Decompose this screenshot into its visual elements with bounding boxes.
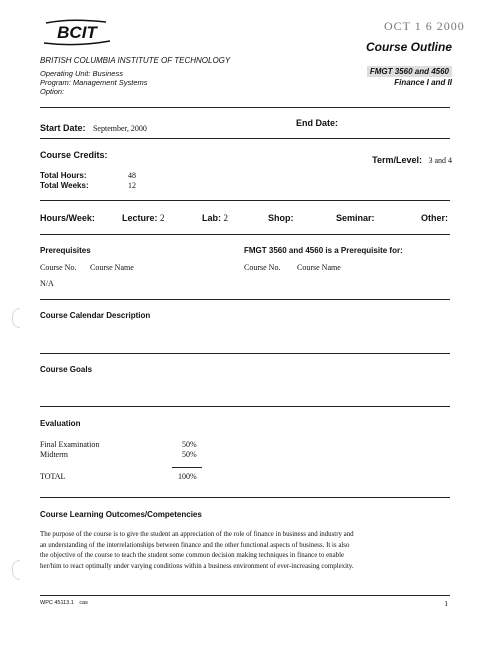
divider xyxy=(40,107,450,108)
outcomes-title: Course Learning Outcomes/Competencies xyxy=(40,510,202,519)
outcomes-line: The purpose of the course is to give the student an appreciation of the role of finance in business and industry and xyxy=(40,531,354,538)
total-underline xyxy=(172,467,202,468)
outcomes-paragraph xyxy=(40,530,452,572)
eval-row-value: 50% xyxy=(182,440,197,449)
other-label: Other: xyxy=(421,213,448,223)
doc-type-title: Course Outline xyxy=(365,40,452,54)
term-level xyxy=(372,150,452,168)
operating-unit: Operating Unit: Business xyxy=(40,69,123,78)
option: Option: xyxy=(40,87,65,96)
eval-total-value: 100% xyxy=(178,472,197,481)
shop-label: Shop: xyxy=(268,213,294,223)
end-date-label: End Date: xyxy=(296,118,339,128)
start-date-value: September, 2000 xyxy=(92,124,147,133)
credits-label: Course Credits: xyxy=(40,150,108,160)
total-hours-value: 48 xyxy=(128,171,136,180)
punch-hole-mark xyxy=(12,308,20,328)
outcomes-line: her/him to react optimally under varying conditions within a business environment of ever-increasing complexity. xyxy=(40,562,354,570)
punch-hole-mark xyxy=(12,560,20,580)
eval-row-label: Final Examination xyxy=(40,440,100,449)
footer-ref xyxy=(40,600,88,606)
logo-text: BCIT xyxy=(57,23,97,42)
lecture-label: Lecture: xyxy=(122,213,158,223)
course-goals-title: Course Goals xyxy=(40,365,93,374)
start-date-row xyxy=(40,118,147,136)
divider xyxy=(40,200,450,201)
evaluation-title: Evaluation xyxy=(40,419,81,428)
institute-name: BRITISH COLUMBIA INSTITUTE OF TECHNOLOGY xyxy=(40,56,231,65)
course-code: FMGT 3560 and 4560 xyxy=(367,66,452,77)
footer-ref-code: WPC 45113.1 xyxy=(40,600,74,606)
prereq-for-title: FMGT 3560 and 4560 is a Prerequisite for: xyxy=(244,246,403,255)
bcit-logo-mark xyxy=(40,18,114,46)
divider xyxy=(40,406,450,407)
divider xyxy=(40,299,450,300)
outcomes-line: an understanding of the interrelationships between finance and the other functional aspects of business. It is also xyxy=(40,541,350,549)
divider xyxy=(40,234,450,235)
footer-ref-initials: cas xyxy=(79,600,88,606)
received-stamp: OCT 1 6 2000 xyxy=(384,19,465,33)
prerequisites-title: Prerequisites xyxy=(40,246,91,255)
eval-total-label: TOTAL xyxy=(40,472,66,481)
page-number: 1 xyxy=(444,599,448,608)
lecture-field xyxy=(122,213,165,223)
outcomes-line: the objective of the course to teach the student some common decision making techniques in finance to enable xyxy=(40,552,345,559)
bcit-logo xyxy=(40,18,114,46)
eval-row-value: 50% xyxy=(182,450,197,459)
prereq-value: N/A xyxy=(40,279,54,288)
term-label: Term/Level: xyxy=(372,155,422,165)
eval-row-label: Midterm xyxy=(40,450,68,459)
lab-label: Lab: xyxy=(202,213,221,223)
program: Program: Management Systems xyxy=(40,78,148,87)
prereq-for-col-no: Course No. xyxy=(244,263,281,272)
calendar-description-title: Course Calendar Description xyxy=(40,311,151,320)
prereq-for-col-name: Course Name xyxy=(297,263,341,272)
course-title: Finance I and II xyxy=(394,78,452,87)
divider xyxy=(40,595,450,596)
total-weeks-label: Total Weeks: xyxy=(40,181,89,190)
total-weeks-value: 12 xyxy=(128,181,136,190)
start-date-label: Start Date: xyxy=(40,123,86,133)
seminar-label: Seminar: xyxy=(336,213,375,223)
total-hours-label: Total Hours: xyxy=(40,171,87,180)
divider xyxy=(40,138,450,139)
lab-value: 2 xyxy=(223,213,229,223)
divider xyxy=(40,497,450,498)
lecture-value: 2 xyxy=(160,213,165,223)
hours-week-label: Hours/Week: xyxy=(40,213,95,223)
lab-field xyxy=(202,213,228,223)
prereq-col-name: Course Name xyxy=(90,263,134,272)
term-value: 3 and 4 xyxy=(428,156,452,165)
prereq-col-no: Course No. xyxy=(40,263,77,272)
divider xyxy=(40,353,450,354)
